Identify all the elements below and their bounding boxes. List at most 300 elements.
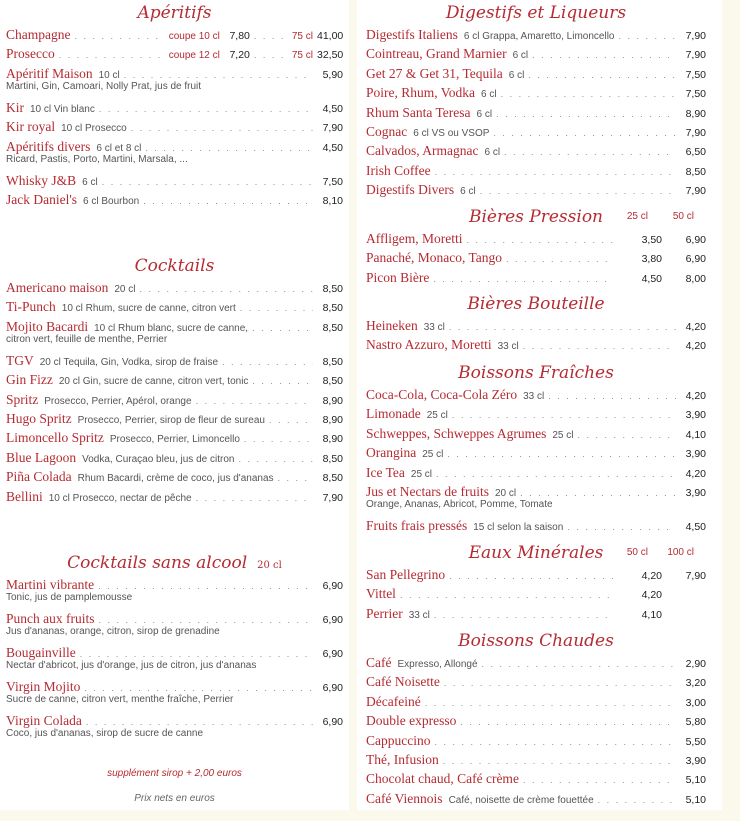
item-name: Virgin Mojito xyxy=(6,679,81,694)
item-note: 33 cl xyxy=(523,391,545,402)
item-price: 7,90 xyxy=(685,126,706,139)
menu-item-line xyxy=(6,409,343,428)
section-title xyxy=(366,541,706,565)
dot-leader xyxy=(434,606,614,625)
dot-leader xyxy=(493,124,676,143)
menu-item xyxy=(366,672,706,691)
section-cocktails xyxy=(0,254,349,506)
item-name: Limoncello Spritz xyxy=(6,430,104,446)
item-name: Irish Coffee xyxy=(366,162,431,178)
section-subtitle: 20 cl xyxy=(257,560,282,571)
column-header-2: 100 cl xyxy=(667,547,694,558)
menu-item-line xyxy=(366,25,706,44)
menu-item-line xyxy=(366,335,706,354)
dot-leader xyxy=(532,46,676,65)
dot-leader xyxy=(619,27,677,46)
item-price-1: 4,10 xyxy=(641,608,662,621)
item-price: 6,90 xyxy=(322,580,343,592)
item-note: Prosecco, Perrier, sirop de fleur de sureau xyxy=(77,414,265,426)
item-name: Orangina xyxy=(366,445,417,461)
menu-item-line xyxy=(366,141,706,160)
dot-leader xyxy=(59,46,165,65)
menu-item-line xyxy=(366,565,706,584)
item-description: Ricard, Pastis, Porto, Martini, Marsala, ... xyxy=(6,153,188,165)
item-name: Gin Fizz xyxy=(6,372,53,388)
item-price: 6,90 xyxy=(322,716,343,728)
item-note: 6 cl xyxy=(508,69,525,81)
section-title-text: Boissons Fraîches xyxy=(458,363,614,383)
dot-leader xyxy=(444,674,676,693)
menu-item xyxy=(366,424,706,443)
menu-item xyxy=(6,609,343,643)
column-header-2: 50 cl xyxy=(672,211,694,222)
item-price: 7,90 xyxy=(685,30,706,42)
supplement-note: supplément sirop + 2,00 euros xyxy=(107,768,242,779)
menu-item-line xyxy=(366,443,706,462)
dot-leader xyxy=(143,192,313,211)
dot-leader xyxy=(196,392,313,411)
item-name: Heineken xyxy=(366,318,418,333)
section-title-text: Boissons Chaudes xyxy=(458,631,614,651)
item-name: Rhum Santa Teresa xyxy=(366,104,471,120)
item-note: Café, noisette de crème fouettée xyxy=(448,794,594,806)
item-price: 4,50 xyxy=(685,520,706,533)
item-name: Digestifs Divers xyxy=(366,182,455,198)
item-price-2: 6,90 xyxy=(685,253,706,266)
menu-item xyxy=(6,370,343,389)
menu-item-line xyxy=(6,448,343,467)
item-note: 10 cl Vin blanc xyxy=(30,103,95,115)
section-title-text: Eaux Minérales xyxy=(468,543,604,563)
item-price: 8,50 xyxy=(322,355,343,368)
dot-leader xyxy=(425,694,676,713)
section-title xyxy=(6,254,343,278)
item-note: 6 cl xyxy=(481,89,497,101)
dot-leader xyxy=(74,27,164,46)
item-name: Piña Colada xyxy=(6,469,72,485)
menu-item xyxy=(366,316,706,335)
menu-item-line xyxy=(6,25,343,44)
item-price-2: 6,90 xyxy=(685,234,706,246)
item-price: 3,90 xyxy=(685,409,706,422)
menu-item xyxy=(6,317,343,351)
dot-leader xyxy=(435,163,676,182)
item-note: Expresso, Allongé xyxy=(397,659,478,670)
item-price: 6,90 xyxy=(322,648,343,660)
menu-item-line xyxy=(366,64,706,83)
item-name: Champagne xyxy=(6,27,71,42)
section-fraiches xyxy=(357,361,722,535)
menu-item xyxy=(6,575,343,609)
menu-item xyxy=(366,516,706,535)
item-price: 8,50 xyxy=(322,302,343,315)
menu-item xyxy=(6,351,343,370)
item-name: Café Viennois xyxy=(366,790,443,806)
item-name: Panaché, Monaco, Tango xyxy=(366,250,503,266)
dot-leader xyxy=(434,733,676,752)
item-name: Thé, Infusion xyxy=(366,751,439,767)
item-price-2: 8,00 xyxy=(685,272,706,285)
section-title xyxy=(6,1,343,25)
item-note: 6 cl VS ou VSOP xyxy=(413,127,490,139)
menu-item-line xyxy=(6,351,343,370)
item-price-1: 3,50 xyxy=(641,234,662,246)
item-name: Jus et Nectars de fruits xyxy=(366,483,489,499)
item-price: 8,50 xyxy=(322,321,343,334)
item-size-1: coupe 12 cl xyxy=(168,50,220,62)
dot-leader xyxy=(443,752,676,771)
dot-leader xyxy=(447,445,676,464)
menu-item xyxy=(366,565,706,584)
item-price: 5,10 xyxy=(685,774,706,787)
item-name: Nastro Azzuro, Moretti xyxy=(366,337,492,353)
item-name: Cappuccino xyxy=(366,732,431,748)
item-note: 10 cl Rhum blanc, sucre de canne, xyxy=(94,322,249,334)
item-description: Coco, jus d'ananas, sirop de sucre de canne xyxy=(6,728,204,739)
menu-item xyxy=(6,98,343,117)
dot-leader xyxy=(548,387,676,406)
item-price-1: 7,80 xyxy=(229,30,250,42)
dot-leader xyxy=(99,100,313,119)
menu-item-line xyxy=(366,122,706,141)
item-description: Martini, Gin, Camoari, Nolly Prat, jus de fruit xyxy=(6,80,202,92)
menu-item-line xyxy=(366,750,706,769)
section-bouteille xyxy=(357,292,722,355)
menu-item xyxy=(6,171,343,190)
menu-item-line xyxy=(366,248,706,267)
right-column xyxy=(357,0,722,810)
menu-item xyxy=(366,268,706,287)
item-note: 6 cl Grappa, Amaretto, Limoncello xyxy=(463,31,615,42)
dot-leader xyxy=(244,430,313,449)
menu-item xyxy=(366,692,706,711)
item-note: 10 cl Rhum, sucre de canne, citron vert xyxy=(61,303,236,315)
item-price-1: 7,20 xyxy=(229,49,250,62)
menu-item-line xyxy=(366,653,706,672)
item-description: Jus d'ananas, orange, citron, sirop de grenadine xyxy=(6,626,220,637)
menu-item-line xyxy=(366,180,706,199)
section-title-text: Apéritifs xyxy=(137,3,212,23)
item-name: Martini vibrante xyxy=(6,577,95,592)
column-header-1: 50 cl xyxy=(626,547,648,558)
item-description: citron vert, feuille de menthe, Perrier xyxy=(6,333,168,345)
item-price: 8,10 xyxy=(322,194,343,207)
menu-item xyxy=(366,103,706,122)
dot-leader xyxy=(131,119,313,138)
item-note: 25 cl xyxy=(422,449,444,461)
section-title xyxy=(366,361,706,385)
item-name: Ti-Punch xyxy=(6,299,56,315)
item-description: Tonic, jus de pamplemousse xyxy=(6,592,133,603)
item-price: 3,90 xyxy=(685,754,706,767)
dot-leader xyxy=(598,791,676,810)
menu-item-line xyxy=(366,103,706,122)
menu-item-line xyxy=(366,604,706,623)
item-price: 4,50 xyxy=(322,102,343,115)
dot-leader xyxy=(278,469,313,488)
item-note: 6 cl xyxy=(476,108,493,120)
menu-item xyxy=(366,44,706,63)
item-name: Punch aux fruits xyxy=(6,611,95,626)
item-price: 6,50 xyxy=(685,146,706,159)
menu-item xyxy=(6,117,343,136)
menu-item xyxy=(366,604,706,623)
item-name: Perrier xyxy=(366,605,403,621)
dot-leader xyxy=(102,173,313,192)
menu-item xyxy=(366,443,706,462)
item-name: Get 27 & Get 31, Tequila xyxy=(366,65,503,81)
menu-item xyxy=(6,467,343,486)
item-price-1: 4,20 xyxy=(641,589,662,602)
prix-nets-note: Prix nets en euros xyxy=(134,793,215,804)
item-size-1: coupe 10 cl xyxy=(168,31,220,42)
item-price: 5,50 xyxy=(685,735,706,748)
menu-item xyxy=(366,789,706,808)
dot-leader xyxy=(433,270,614,289)
menu-item xyxy=(366,248,706,267)
item-note: Prosecco, Perrier, Apérol, orange xyxy=(44,395,192,407)
left-column xyxy=(0,0,349,810)
menu-item xyxy=(366,161,706,180)
dot-leader xyxy=(449,567,614,586)
dot-leader xyxy=(466,231,614,250)
item-note: 6 cl xyxy=(460,186,476,198)
item-name: Café Noisette xyxy=(366,674,440,690)
item-note: 6 cl xyxy=(512,50,529,62)
menu-item xyxy=(366,335,706,354)
section-aperitifs xyxy=(0,1,349,209)
dot-leader xyxy=(504,143,676,162)
item-note: 6 cl xyxy=(484,147,501,159)
menu-item xyxy=(6,278,343,297)
item-price: 3,90 xyxy=(685,486,706,499)
menu-item xyxy=(366,385,706,404)
item-name: Cognac xyxy=(366,123,408,139)
item-price: 8,90 xyxy=(322,394,343,407)
item-name: Poire, Rhum, Vodka xyxy=(366,85,476,101)
item-name: Décafeiné xyxy=(366,693,421,709)
dot-leader xyxy=(501,85,676,104)
dot-leader xyxy=(254,27,288,46)
item-price-2: 32,50 xyxy=(317,49,344,62)
dot-leader xyxy=(196,489,313,508)
item-price: 8,90 xyxy=(322,413,343,426)
item-price: 6,90 xyxy=(322,682,343,694)
menu-item xyxy=(366,711,706,730)
dot-leader xyxy=(139,280,313,299)
item-price: 4,20 xyxy=(685,467,706,480)
item-name: Fruits frais pressés xyxy=(366,517,468,533)
menu-item xyxy=(6,677,343,711)
menu-item xyxy=(6,64,343,98)
menu-item xyxy=(366,83,706,102)
menu-item-line xyxy=(6,370,343,389)
item-price: 7,90 xyxy=(685,185,706,198)
menu-item-line xyxy=(6,190,343,209)
item-name: Whisky J&B xyxy=(6,172,77,188)
menu-item xyxy=(366,463,706,482)
item-price: 5,10 xyxy=(685,793,706,806)
item-name: Picon Bière xyxy=(366,269,430,285)
menu-item xyxy=(366,769,706,788)
item-price: 5,80 xyxy=(685,716,706,729)
item-name: Ice Tea xyxy=(366,464,405,480)
menu-item-line xyxy=(366,424,706,443)
menu-item xyxy=(366,653,706,672)
item-note: 10 cl Prosecco xyxy=(61,123,127,135)
item-name: Bellini xyxy=(6,488,43,504)
menu-item-line xyxy=(366,463,706,482)
item-note: 33 cl xyxy=(408,609,430,621)
menu-item xyxy=(366,141,706,160)
menu-item xyxy=(6,448,343,467)
item-description: Orange, Ananas, Abricot, Pomme, Tomate xyxy=(366,498,553,510)
dot-leader xyxy=(496,105,676,124)
menu-item xyxy=(366,750,706,769)
item-note: 6 cl et 8 cl xyxy=(96,142,142,154)
dot-leader xyxy=(567,518,676,537)
section-pression xyxy=(357,205,722,287)
item-note: 25 cl xyxy=(552,429,574,441)
menu-item-line xyxy=(6,428,343,447)
column-header-1: 25 cl xyxy=(626,211,648,222)
menu-item xyxy=(6,44,343,63)
item-price: 7,90 xyxy=(322,122,343,135)
section-title xyxy=(366,205,706,229)
item-note: 33 cl xyxy=(423,322,445,333)
dot-leader xyxy=(222,353,313,372)
item-note: 15 cl selon la saison xyxy=(473,521,564,533)
menu-item xyxy=(366,731,706,750)
dot-leader xyxy=(269,411,313,430)
item-name: Calvados, Armagnac xyxy=(366,143,479,159)
item-name: Vittel xyxy=(366,586,396,602)
menu-item xyxy=(366,584,706,603)
menu-item xyxy=(6,25,343,44)
menu-item-line xyxy=(366,789,706,808)
dot-leader xyxy=(506,250,614,269)
item-price: 7,90 xyxy=(685,49,706,62)
dot-leader xyxy=(400,586,614,605)
menu-item-line xyxy=(366,83,706,102)
section-digestifs xyxy=(357,1,722,200)
menu-item xyxy=(6,390,343,409)
item-note: 33 cl xyxy=(497,341,519,353)
item-note: Rhum Bacardi, crème de coco, jus d'ananas xyxy=(77,473,274,485)
menu-item-line xyxy=(6,117,343,136)
item-name: Blue Lagoon xyxy=(6,449,77,465)
dot-leader xyxy=(449,318,676,337)
item-price: 8,90 xyxy=(322,433,343,446)
menu-item-line xyxy=(366,769,706,788)
section-title xyxy=(366,292,706,316)
item-price: 3,90 xyxy=(685,448,706,461)
menu-item xyxy=(6,711,343,745)
item-description: Sucre de canne, citron vert, menthe fraîche, Perrier xyxy=(6,694,234,705)
menu-item-line xyxy=(366,268,706,287)
item-note: 6 cl xyxy=(82,176,98,188)
menu-item-line xyxy=(6,390,343,409)
section-title-text: Cocktails sans alcool xyxy=(67,553,248,573)
dot-leader xyxy=(480,182,676,201)
item-note: 10 cl Prosecco, nectar de pêche xyxy=(48,492,192,504)
item-size-2: 75 cl xyxy=(291,50,313,62)
dot-leader xyxy=(523,337,676,356)
item-price-2: 7,90 xyxy=(685,570,706,582)
menu-item xyxy=(366,229,706,248)
item-note: 20 cl xyxy=(114,284,136,295)
menu-item-line xyxy=(366,516,706,535)
menu-item xyxy=(6,643,343,677)
item-name: Apéritifs divers xyxy=(6,138,91,154)
menu-item-line xyxy=(366,385,706,404)
dot-leader xyxy=(523,771,676,790)
item-price: 6,90 xyxy=(322,614,343,626)
item-name: Schweppes, Schweppes Agrumes xyxy=(366,425,547,441)
item-name: Affligem, Moretti xyxy=(366,231,463,246)
item-name: Jack Daniel's xyxy=(6,191,78,207)
item-note: Vodka, Curaçao bleu, jus de citron xyxy=(82,453,235,465)
item-name: Limonade xyxy=(366,406,421,422)
item-name: Virgin Colada xyxy=(6,713,82,728)
section-title xyxy=(366,629,706,653)
item-price: 4,20 xyxy=(685,321,706,333)
dot-leader xyxy=(452,406,676,425)
menu-item-line xyxy=(6,467,343,486)
item-price: 8,50 xyxy=(322,283,343,295)
item-name: Double expresso xyxy=(366,713,457,729)
item-price: 4,10 xyxy=(685,428,706,441)
item-note: 20 cl Gin, sucre de canne, citron vert, tonic xyxy=(58,376,249,388)
menu-item xyxy=(6,190,343,209)
item-price: 8,50 xyxy=(685,165,706,178)
menu-item xyxy=(6,409,343,428)
section-sans_alcool xyxy=(0,551,349,745)
menu-item-line xyxy=(366,44,706,63)
menu-item-line xyxy=(366,229,706,248)
item-price: 8,50 xyxy=(322,375,343,388)
item-note: 25 cl xyxy=(410,468,433,480)
dot-leader xyxy=(577,426,676,445)
item-name: Kir royal xyxy=(6,119,56,135)
item-price: 8,90 xyxy=(685,107,706,120)
menu-item-line xyxy=(6,487,343,506)
dot-leader xyxy=(252,319,313,338)
menu-item-line xyxy=(366,692,706,711)
price-column-headers xyxy=(602,205,694,229)
menu-item xyxy=(366,122,706,141)
menu-item-line xyxy=(366,672,706,691)
section-title-text: Digestifs et Liqueurs xyxy=(445,3,627,23)
item-note: 6 cl Bourbon xyxy=(83,195,140,207)
section-chaudes xyxy=(357,629,722,808)
item-name: Kir xyxy=(6,99,24,115)
item-price: 3,00 xyxy=(685,696,706,709)
menu-item xyxy=(6,137,343,171)
section-title-text: Bières Pression xyxy=(469,207,603,227)
price-column-headers xyxy=(602,541,694,565)
menu-item-line xyxy=(6,98,343,117)
section-title-text: Bières Bouteille xyxy=(467,294,605,314)
item-size-2: 75 cl xyxy=(291,31,313,42)
item-price: 7,50 xyxy=(322,175,343,188)
menu-item-line xyxy=(6,297,343,316)
item-price-1: 4,20 xyxy=(641,570,662,582)
section-title xyxy=(6,551,343,575)
item-price-1: 3,80 xyxy=(641,253,662,266)
item-name: Bougainville xyxy=(6,645,76,660)
dot-leader xyxy=(238,450,313,469)
